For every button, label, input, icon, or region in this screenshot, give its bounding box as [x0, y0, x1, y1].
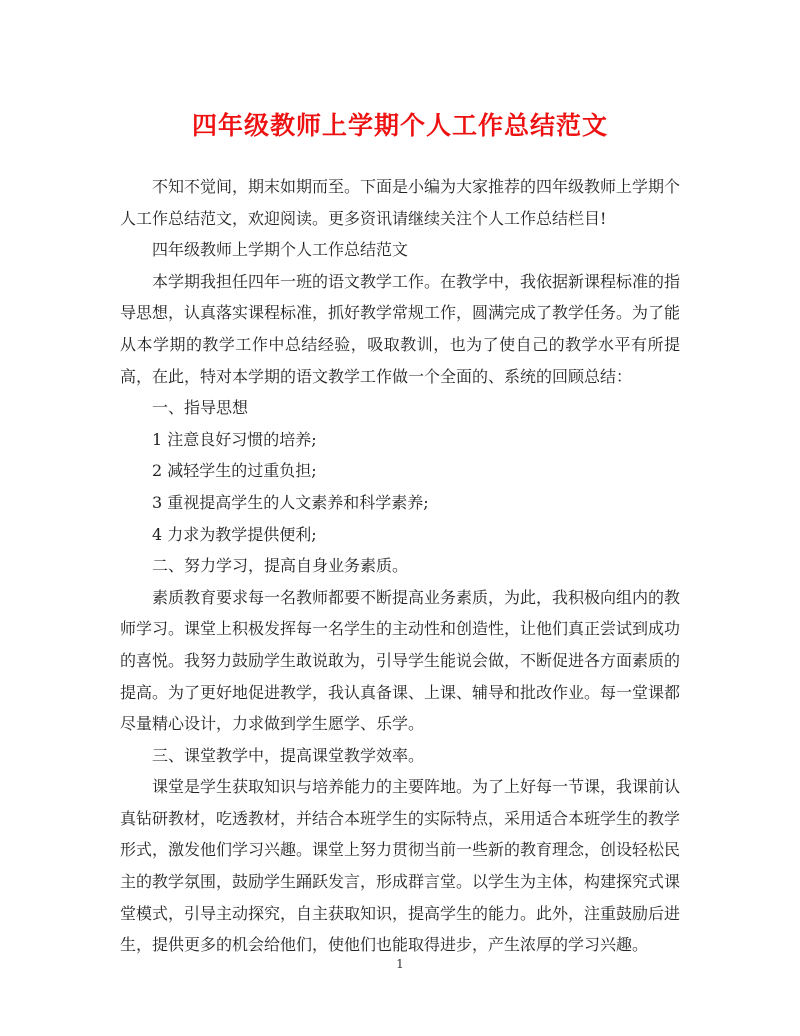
list-item: 1 注意良好习惯的培养;	[152, 429, 317, 449]
body-paragraph: 本学期我担任四年一班的语文教学工作。在教学中，我依据新课程标准的指导思想，认真落实课程标准，抓好教学常规工作，圆满完成了教学任务。为了能从本学期的教学工作中总结经验，吸取教训，也为了使自己的教学水平有所提高，在此，特对本学期的语文教学工作做一个全面的、系统的回顾总结：	[120, 271, 681, 386]
intro-paragraph: 不知不觉间，期末如期而至。下面是小编为大家推荐的四年级教师上学期个人工作总结范文，欢迎阅读。更多资讯请继续关注个人工作总结栏目!	[120, 177, 681, 228]
list-item: 4 力求为教学提供便利;	[152, 524, 317, 544]
section-heading: 一、指导思想	[152, 398, 249, 418]
body-paragraph: 素质教育要求每一名教师都要不断提高业务素质，为此，我积极向组内的教师学习。课堂上积极发挥每一名学生的主动性和创造性，让他们真正尝试到成功的喜悦。我努力鼓励学生敢说敢为，引导学生能说会做，不断促进各方面素质的提高。为了更好地促进教学，我认真备课、上课、辅导和批改作业。每一堂课都尽量精心设计，力求做到学生愿学、乐学。	[120, 587, 681, 734]
document-body	[120, 171, 680, 961]
section-heading: 二、努力学习，提高自身业务素质。	[152, 556, 409, 576]
subtitle-paragraph: 四年级教师上学期个人工作总结范文	[152, 240, 409, 260]
body-paragraph: 课堂是学生获取知识与培养能力的主要阵地。为了上好每一节课，我课前认真钻研教材，吃透教材，并结合本班学生的实际特点，采用适合本班学生的教学形式，激发他们学习兴趣。课堂上努力贯彻当前一些新的教育理念，创设轻松民主的教学氛围，鼓励学生踊跃发言，形成群言堂。以学生为主体，构建探究式课堂模式，引导主动探究，自主获取知识，提高学生的能力。此外，注重鼓励后进生，提供更多的机会给他们，使他们也能取得进步，产生浓厚的学习兴趣。	[120, 777, 681, 955]
list-item: 3 重视提高学生的人文素养和科学素养;	[152, 492, 429, 512]
document-title: 四年级教师上学期个人工作总结范文	[191, 111, 608, 140]
page-number: 1	[396, 957, 404, 971]
list-item: 2 减轻学生的过重负担;	[152, 461, 317, 481]
section-heading: 三、课堂教学中，提高课堂教学效率。	[152, 745, 425, 765]
